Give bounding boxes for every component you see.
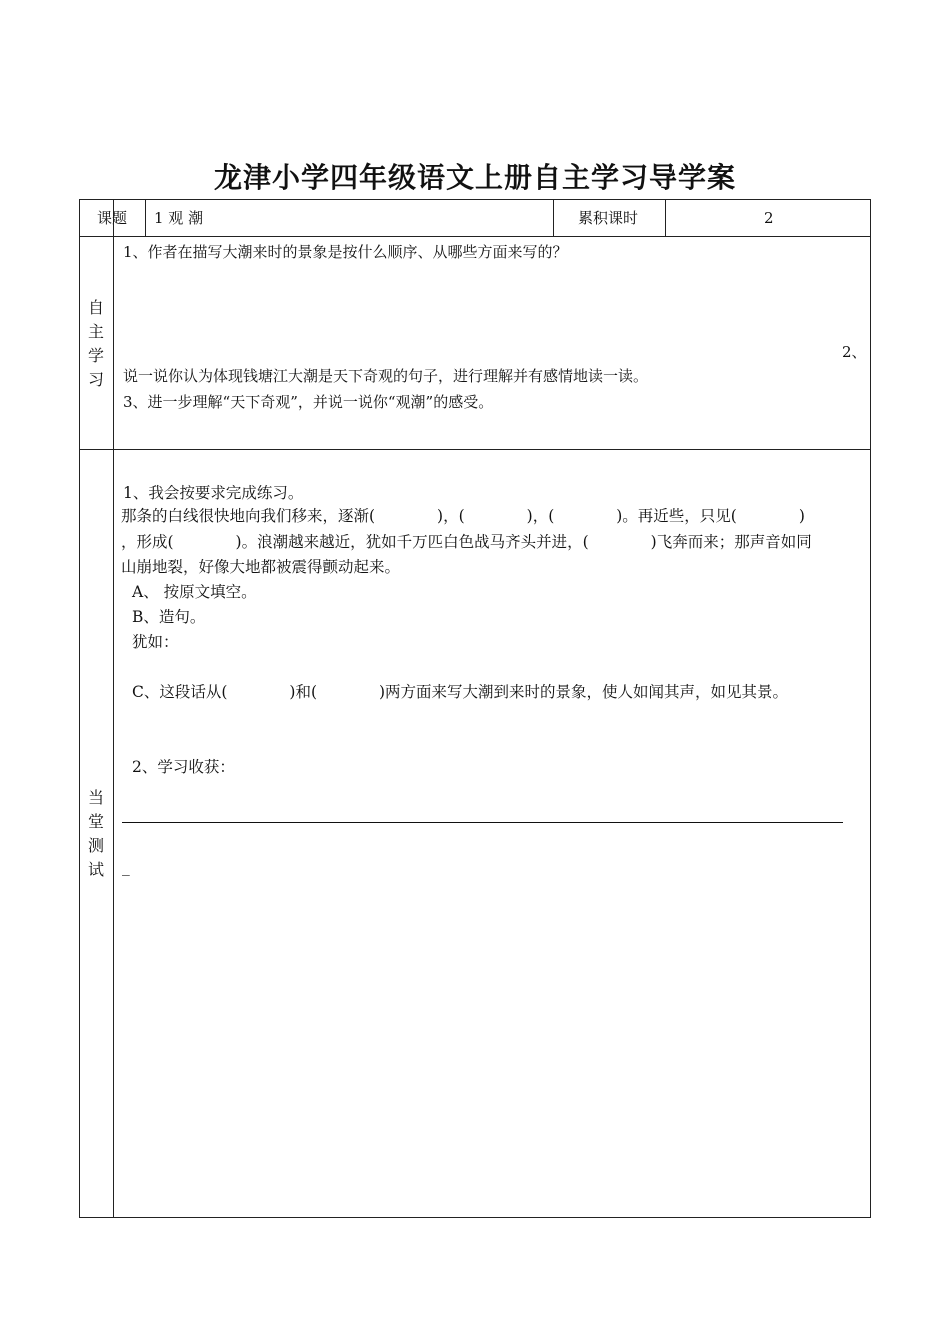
class-test-item2: 2、学习收获： <box>132 758 235 776</box>
class-test-label-char: 试 <box>87 860 104 879</box>
header-divider-2 <box>553 199 554 236</box>
instruction-b-word: 犹如： <box>132 633 179 651</box>
header-divider-1 <box>145 199 146 236</box>
label-column-divider <box>113 199 114 1218</box>
class-test-item1: 1、我会按要求完成练习。 <box>123 484 304 502</box>
class-test-label-char: 当 <box>87 788 104 807</box>
instruction-a: A、 按原文填空。 <box>132 583 257 601</box>
class-test-label <box>86 786 106 882</box>
self-study-q3: 3、进一步理解“天下奇观”，并说一说你“观潮”的感受。 <box>123 393 494 411</box>
hours-label: 累积课时 <box>578 209 639 227</box>
worksheet-table <box>79 199 871 1218</box>
self-study-label-char: 学 <box>87 346 104 365</box>
self-study-label-char: 自 <box>87 298 104 317</box>
instruction-b: B、造句。 <box>132 608 206 626</box>
passage-line-2: ，形成( )。浪潮越来越近，犹如千万匹白色战马齐头并进，( )飞奔而来；那声音如同 <box>121 533 812 551</box>
header-divider-3 <box>665 199 666 236</box>
instruction-c: C、这段话从( )和( )两方面来写大潮到来时的景象，使人如闻其声，如见其景。 <box>132 683 789 701</box>
passage-line-3: 山崩地裂，好像大地都被震得颤动起来。 <box>121 558 401 576</box>
page-title: 龙津小学四年级语文上册自主学习导学案 <box>213 161 736 194</box>
self-study-label-char: 习 <box>87 370 104 389</box>
self-study-label-char: 主 <box>87 322 104 341</box>
section-divider <box>79 449 871 450</box>
self-study-q1: 1、作者在描写大潮来时的景象是按什么顺序、从哪些方面来写的？ <box>123 243 568 261</box>
self-study-label <box>86 296 106 392</box>
passage-line-1: 那条的白线很快地向我们移来，逐渐( )，( )，( )。再近些，只见( ) <box>121 507 805 525</box>
answer-dash: _ <box>122 858 130 876</box>
answer-line <box>122 822 843 823</box>
hours-value: 2 <box>764 209 774 227</box>
self-study-q2-prefix: 2、 <box>842 343 867 361</box>
header-row-divider <box>79 236 871 237</box>
class-test-label-char: 堂 <box>87 812 104 831</box>
topic-label: 课题 <box>97 209 128 227</box>
topic-value: 1 观 潮 <box>154 209 204 227</box>
class-test-label-char: 测 <box>87 836 104 855</box>
self-study-q2: 说一说你认为体现钱塘江大潮是天下奇观的句子，进行理解并有感情地读一读。 <box>123 367 649 385</box>
